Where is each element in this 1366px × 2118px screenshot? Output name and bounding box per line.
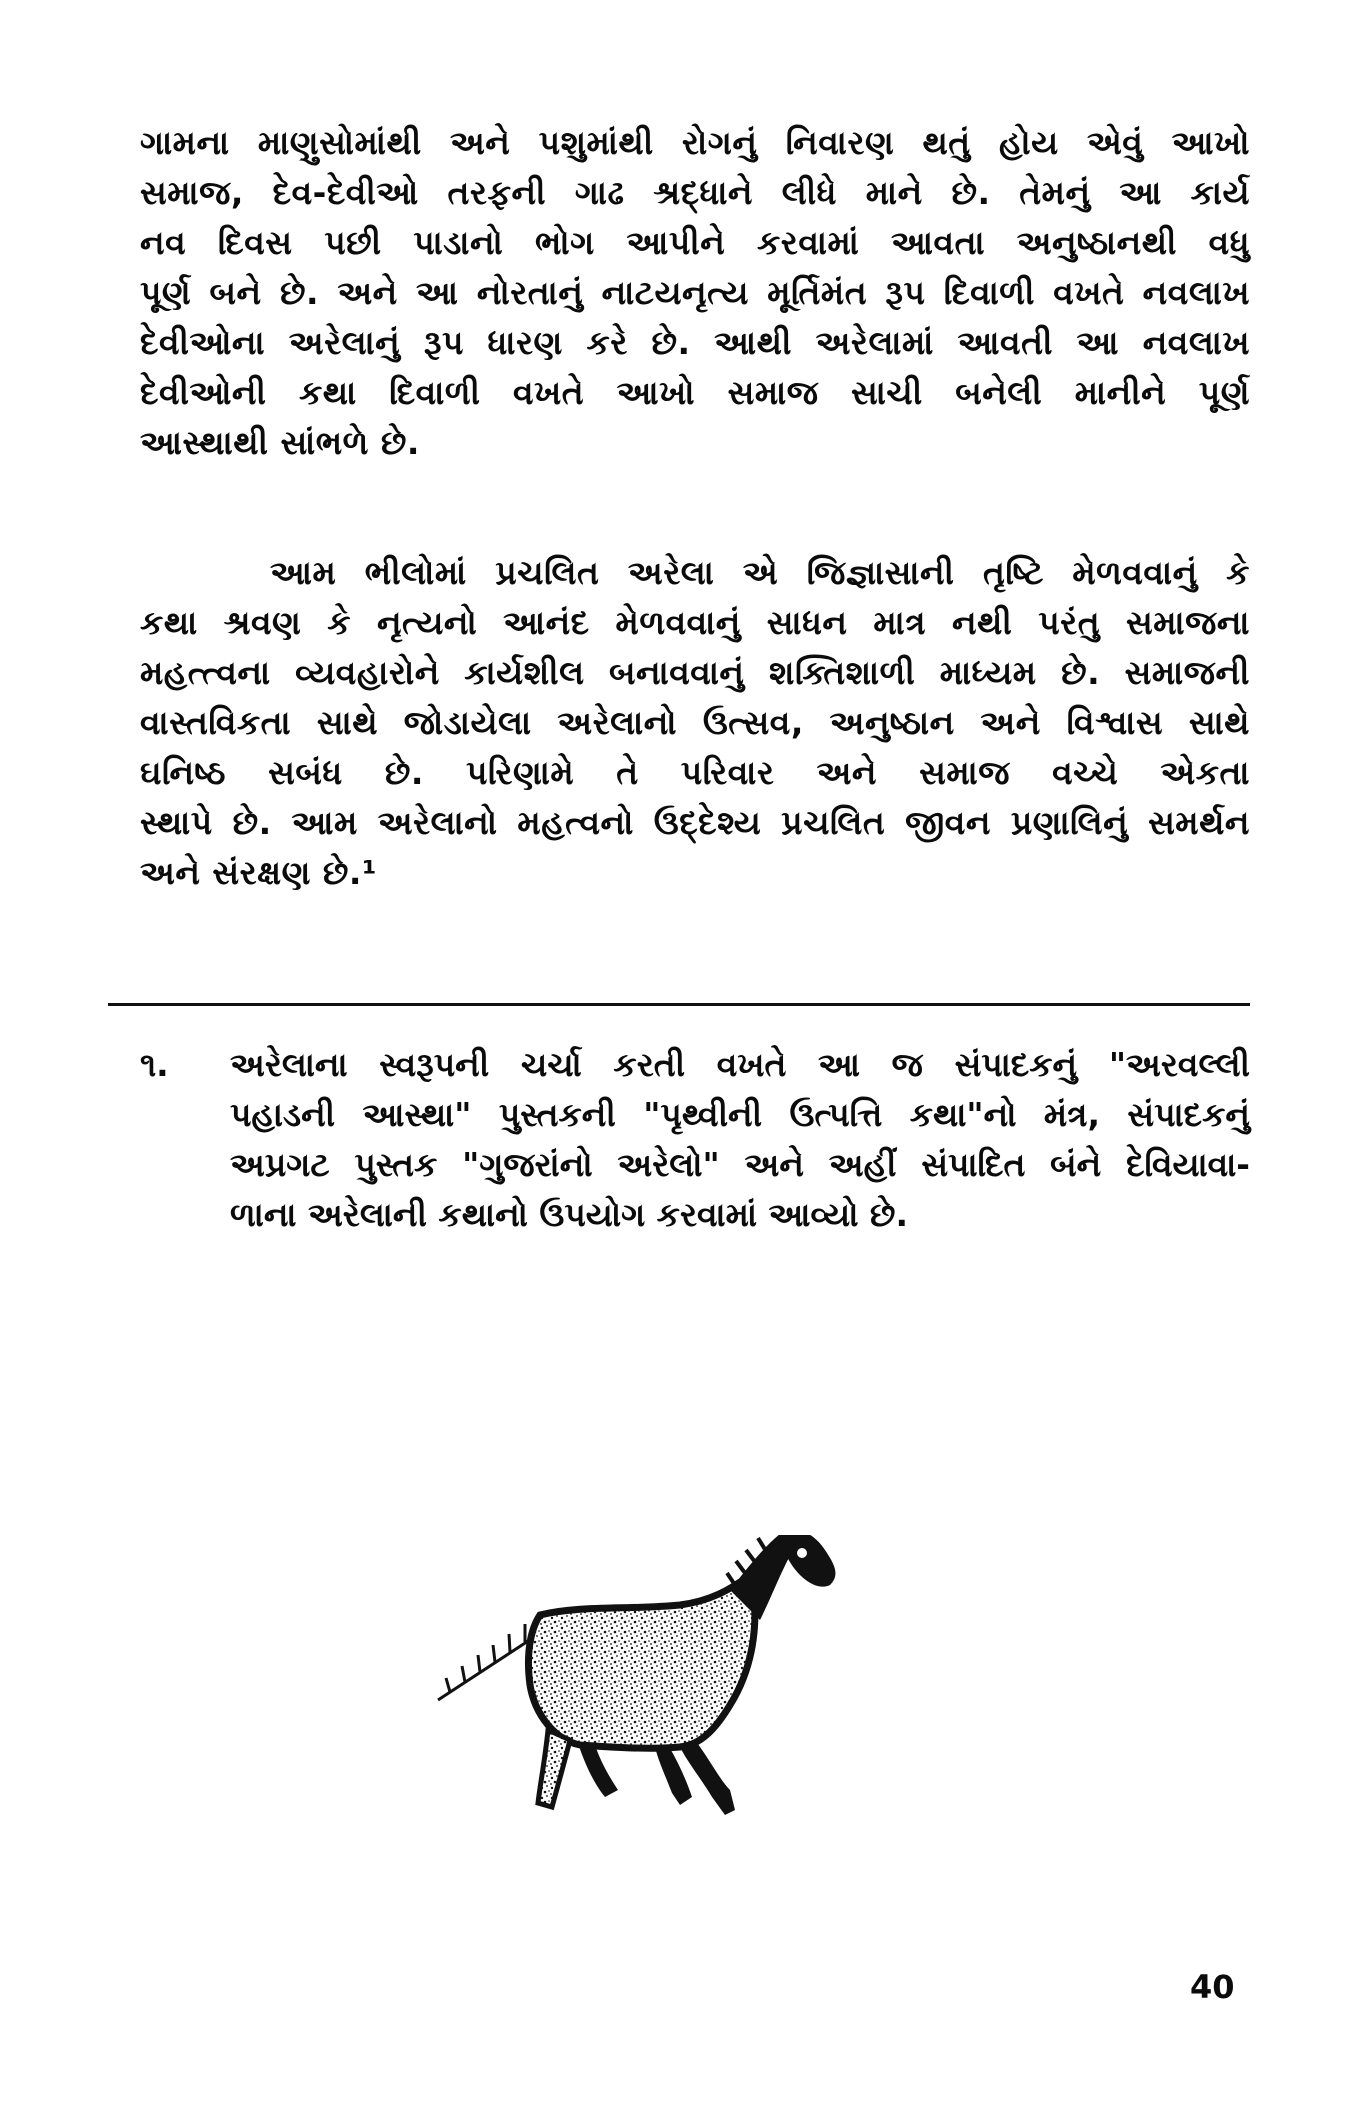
text-line: વાસ્તવિકતા સાથે જોડાયેલા અરેલાનો ઉત્સવ, અનુષ્ઠાન અને વિશ્વાસ સાથે [140, 703, 1250, 742]
text-line: ઘનિષ્ઠ સબંધ છે. પરિણામે તે પરિવાર અને સમાજ વચ્ચે એકતા [140, 753, 1250, 792]
footnote-line: પહાડની આસ્થા" પુસ્તકની "પૃથ્વીની ઉત્પત્તિ કથા"નો મંત્ર, સંપાદકનું [230, 1095, 1250, 1134]
text-line: મહત્ત્વના વ્યવહારોને કાર્યશીલ બનાવવાનું શક્તિશાળી માધ્યમ છે. સમાજની [140, 653, 1250, 692]
text-line: દેવીઓની કથા દિવાળી વખતે આખો સમાજ સાચી બનેલી માનીને પૂર્ણ [140, 373, 1250, 412]
horse-illustration [430, 1535, 950, 1835]
page-number: 40 [1190, 1968, 1235, 2006]
paragraph-2 [140, 548, 1250, 898]
text-line: ગામના માણુસોમાંથી અને પશુમાંથી રોગનું નિવારણ થતું હોય એવું આખો [140, 123, 1250, 162]
footnote-divider [108, 1003, 1250, 1006]
text-line: સમાજ, દેવ-દેવીઓ તરફની ગાઢ શ્રદ્ધાને લીધે માને છે. તેમનું આ કાર્ય [140, 173, 1250, 212]
footnote-line: અપ્રગટ પુસ્તક "ગુજરાંનો અરેલો" અને અહીં સંપાદિત બંને દેવિયાવા- [230, 1145, 1250, 1184]
footnote-line: ળાના અરેલાની કથાનો ઉપયોગ કરવામાં આવ્યો છે. [230, 1195, 908, 1234]
footnote-line: અરેલાના સ્વરૂપની ચર્ચા કરતી વખતે આ જ સંપાદકનું "અરવલ્લી [230, 1045, 1250, 1084]
text-line: કથા શ્રવણ કે નૃત્યનો આનંદ મેળવવાનું સાધન માત્ર નથી પરંતુ સમાજના [140, 603, 1250, 642]
text-line: નવ દિવસ પછી પાડાનો ભોગ આપીને કરવામાં આવતા અનુષ્ઠાનથી વધુ [140, 223, 1250, 262]
text-line: પૂર્ણ બને છે. અને આ નોરતાનું નાટયનૃત્ય મૂર્તિમંત રૂપ દિવાળી વખતે નવલાખ [140, 273, 1250, 312]
paragraph-1 [140, 118, 1250, 468]
text-line: સ્થાપે છે. આમ અરેલાનો મહત્વનો ઉદ્દેશ્ય પ્રચલિત જીવન પ્રણાલિનું સમર્થન [140, 803, 1250, 842]
footnote-marker: ૧. [140, 1045, 169, 1084]
text-line: આસ્થાથી સાંભળે છે. [140, 423, 420, 462]
text-line: દેવીઓના અરેલાનું રૂપ ધારણ કરે છે. આથી અરેલામાં આવતી આ નવલાખ [140, 323, 1250, 362]
text-line: અને સંરક્ષણ છે.¹ [140, 853, 377, 892]
text-line: આમ ભીલોમાં પ્રચલિત અરેલા એ જિજ્ઞાસાની તૃષ્ટિ મેળવવાનું કે [270, 553, 1250, 592]
footnote-text [230, 1040, 1250, 1240]
